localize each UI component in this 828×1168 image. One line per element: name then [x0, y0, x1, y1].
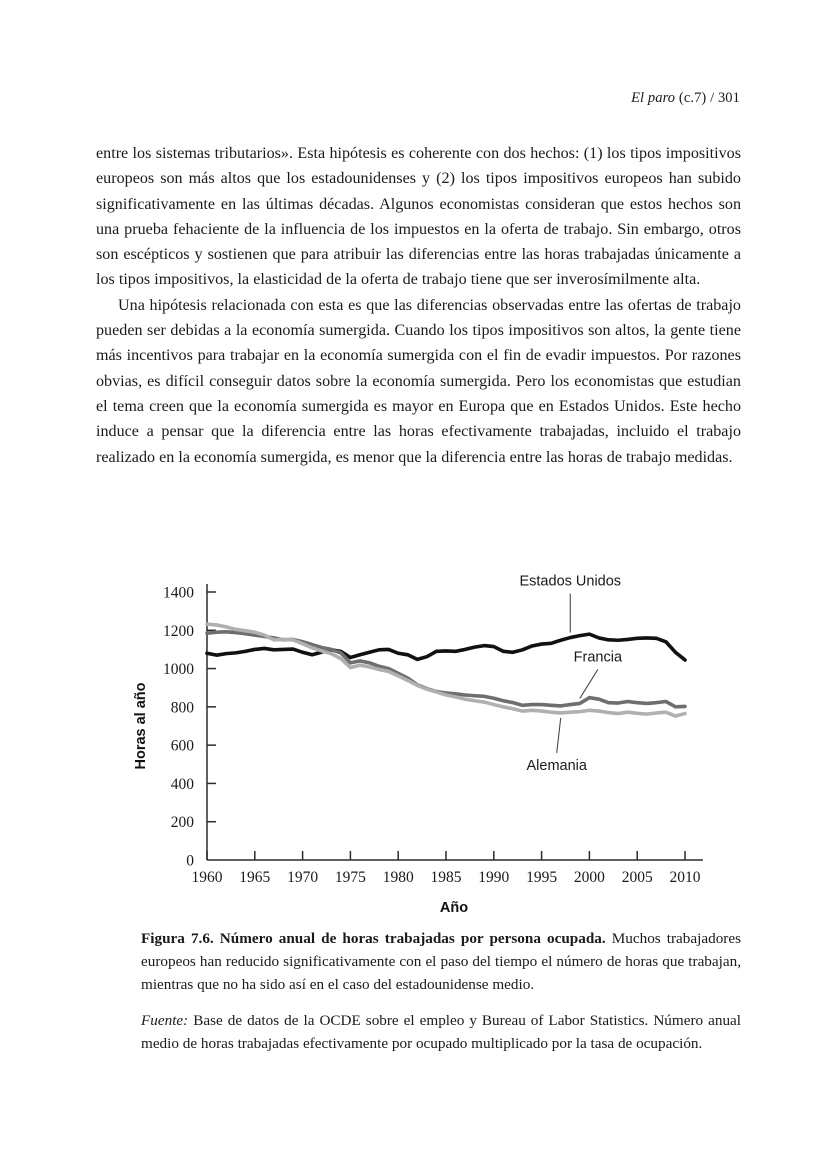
y-axis-title: Horas al año	[133, 682, 149, 770]
x-axis-tick-label: 2000	[573, 869, 605, 886]
x-axis-tick-label: 1990	[478, 869, 510, 886]
body-text	[96, 141, 741, 470]
y-axis-tick-label: 400	[170, 775, 194, 793]
annotation-leader-line	[557, 718, 561, 753]
y-axis-tick-label: 600	[170, 737, 194, 755]
source-text: Base de datos de la OCDE sobre el empleo y Bureau of Labor Statistics. Número anual medio de horas trabajadas efectivamente por ocupado multiplicado por la tasa de ocupación.	[141, 1012, 741, 1053]
source-label: Fuente:	[141, 1012, 189, 1030]
series-annotation-estados-unidos: Estados Unidos	[519, 573, 622, 590]
x-axis-tick-label: 1985	[430, 869, 462, 886]
x-axis-tick-label: 1965	[239, 869, 271, 886]
figure-caption-title: Figura 7.6. Número anual de horas trabajadas por persona ocupada.	[141, 930, 606, 947]
x-axis-tick-label: 2005	[621, 869, 653, 886]
x-axis-title: Año	[439, 900, 469, 916]
figure-caption	[141, 928, 741, 996]
x-axis-tick-label: 1995	[526, 869, 558, 886]
y-axis-tick-label: 1000	[163, 661, 194, 679]
x-axis-tick-label: 1960	[191, 869, 223, 886]
figure-caption-text: Muchos trabajadores europeos han reducido significativamente con el paso del tiempo el número de horas que trabajan, mientras que no ha sido así en el caso del estadounidense medio.	[141, 930, 741, 993]
annotation-leader-line	[580, 669, 598, 698]
line-chart	[96, 560, 741, 920]
paragraph-2: Una hipótesis relacionada con esta es que las diferencias observadas entre las ofertas de trabajo pueden ser debidas a la economía sumergida. Cuando los tipos impositivos son altos, la gente tiene más incentivos para trabajar en la economía sumergida con el fin de evadir impuestos. Por razones obvias, es difícil conseguir datos sobre la economía sumergida. Pero los economistas que estudian el tema creen que la economía sumergida es mayor en Europa que en Estados Unidos. Este hecho induce a pensar que la diferencia entre las horas efectivamente trabajadas, incluido el trabajo realizado en la economía sumergida, es menor que la diferencia entre las horas de trabajo medidas.	[96, 296, 741, 466]
running-head-title: El paro	[631, 90, 676, 106]
y-axis-tick-label: 1400	[163, 584, 194, 602]
y-axis-tick-label: 200	[170, 814, 194, 832]
x-axis-tick-label: 1970	[287, 869, 319, 886]
y-axis-tick-label: 0	[186, 852, 194, 870]
figure-7-6	[96, 560, 741, 920]
paragraph-1: entre los sistemas tributarios». Esta hipótesis es coherente con dos hechos: (1) los tipos impositivos europeos son más altos que los estadounidenses y (2) los tipos impositivos europeos han subido significativamente en las últimas décadas. Algunos economistas consideran que estos hechos son una prueba fehaciente de la influencia de los impuestos en la oferta de trabajo. Sin embargo, otros son escépticos y sostienen que para atribuir las diferencias entre las horas trabajadas únicamente a los tipos impositivos, la elasticidad de la oferta de trabajo tiene que ser inverosímilmente alta.	[96, 145, 741, 289]
x-axis-tick-label: 1980	[382, 869, 414, 886]
figure-caption-block	[141, 928, 741, 1056]
series-annotation-alemania: Alemania	[526, 757, 587, 774]
running-head	[631, 90, 740, 107]
series-annotation-francia: Francia	[573, 649, 623, 666]
figure-source-note	[141, 1010, 741, 1056]
y-axis-tick-label: 1200	[163, 622, 194, 640]
y-axis-tick-label: 800	[170, 699, 194, 717]
x-axis-tick-label: 1975	[334, 869, 366, 886]
x-axis-tick-label: 2010	[669, 869, 701, 886]
running-head-rest: (c.7) / 301	[675, 90, 740, 106]
